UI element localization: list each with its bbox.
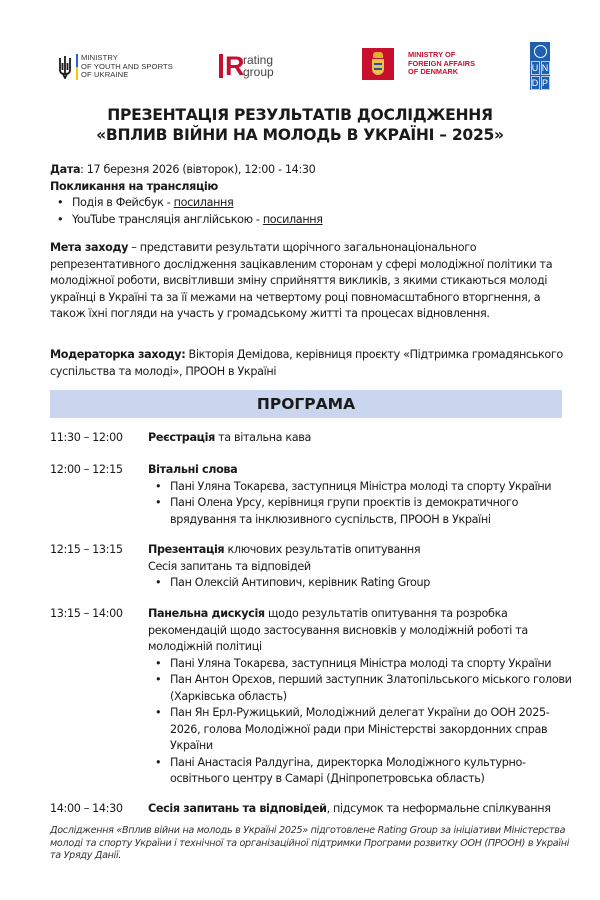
agenda-time: 12:00 – 12:15: [50, 463, 123, 476]
rating-bar: [219, 54, 223, 78]
goal-text: – представити результати щорічного загальнонаціонального репрезентативного дослідження зацікавленим сторонам у сфері молодіжної політики та молодіжної роботи, висвітливши зміну сприйняття викликів, з якими стикаються молоді українці в Україні та за її межами на четвертому році повномасштабного вторгнення, а також їхні погляди на участь у громадському житті та процесах відновлення.: [50, 241, 553, 320]
undp-letters: [531, 61, 550, 90]
list-item: [50, 195, 570, 212]
speaker-item: • Пані Анастасія Ралдугіна, директорка Молодіжного культурно-освітнього центру в Самарі (Дніпропетровська область): [148, 755, 575, 788]
moderator-label: Модераторка заходу:: [50, 348, 186, 361]
speaker-item: • Пан Ян Ерл-Ружицький, Молодіжний делегат України до ООН 2025-2026, голова Молодіжної ради при Міністерстві закордонних справ України: [148, 705, 575, 755]
agenda-item: [50, 542, 575, 592]
speaker-item: • Пан Олексій Антипович, керівник Rating Group: [148, 575, 575, 592]
agenda-text: щодо результатів опитування та розробка рекомендацій щодо застосування висновків у молодіжній роботі та молодіжній політиці: [148, 607, 528, 653]
speaker-item: • Пані Уляна Токарєва, заступниця Міністра молоді та спорту України: [148, 656, 575, 673]
stream-links: [50, 195, 570, 228]
title-line-1: ПРЕЗЕНТАЦІЯ РЕЗУЛЬТАТІВ ДОСЛІДЖЕННЯ: [107, 106, 493, 124]
speaker-list: [148, 575, 575, 592]
stream-heading: Покликання на трансляцію: [50, 179, 218, 193]
agenda-time: 14:00 – 14:30: [50, 802, 123, 815]
rating-r-glyph: R: [225, 51, 245, 81]
logo-line: OF UKRAINE: [81, 70, 129, 80]
crown-icon: [373, 52, 383, 58]
goal-label: Мета заходу: [50, 241, 129, 254]
agenda-title: Сесія запитань та відповідей: [148, 802, 327, 815]
page-title: [0, 105, 600, 145]
speaker-item: • Пані Олена Урсу, керівниця групи проєктів із демократичного врядування та інклюзивного суспільств, ПРООН в Україні: [148, 495, 575, 528]
undp-letter: D: [531, 78, 539, 88]
event-info: [50, 162, 570, 228]
denmark-mfa-logo: [362, 48, 475, 80]
date-value: : 17 березня 2026 (вівторок), 12:00 - 14:30: [80, 163, 316, 176]
undp-letter: N: [541, 63, 549, 73]
logo-line: rating: [243, 53, 274, 67]
agenda-title: Презентація: [148, 543, 225, 556]
moderator-text: Вікторія Демідова, керівниця проєкту «Підтримка громадянського суспільства та молоді», ПРООН в Україні: [50, 348, 563, 378]
logo-line: OF DENMARK: [408, 67, 459, 77]
list-item: [50, 212, 570, 229]
rating-r-mark: [219, 51, 245, 81]
agenda-subtitle: Сесія запитань та відповідей: [148, 559, 311, 573]
ministry-youth-name: [81, 54, 173, 80]
agenda-time: 13:15 – 14:00: [50, 607, 123, 620]
agenda-text: , підсумок та неформальне спілкування: [326, 802, 551, 815]
logo-line: MINISTRY: [81, 52, 118, 62]
undp-letter: P: [541, 78, 548, 88]
footnote: Дослідження «Вплив війни на молодь в Україні 2025» підготовлене Rating Group за ініціативи Міністерства молоді та спорту України і технічної та організаційної підтримки Програми розвитку ООН (ПРООН) в Україні та Уряду Данії.: [50, 825, 570, 862]
moderator: [50, 347, 570, 380]
date-label: Дата: [50, 163, 81, 176]
event-goal: [50, 240, 570, 323]
facebook-link[interactable]: посилання: [173, 196, 234, 209]
agenda-title: Вітальні слова: [148, 463, 238, 476]
flag-bar: [76, 54, 78, 80]
agenda-time: 11:30 – 12:00: [50, 431, 123, 444]
shield-icon: [372, 59, 384, 75]
agenda-title: Панельна дискусія: [148, 607, 265, 620]
rating-group-logo: [219, 52, 274, 80]
danish-crest-icon: [362, 48, 394, 80]
ministry-youth-logo: [58, 54, 173, 80]
logo-line: OF YOUTH AND SPORTS: [81, 61, 173, 71]
logo-line: group: [243, 65, 274, 79]
link-description: Подія в Фейсбук -: [72, 196, 174, 209]
date-line: [50, 162, 570, 179]
denmark-mfa-name: [408, 51, 475, 77]
un-emblem-icon: [534, 45, 547, 58]
link-description: YouTube трансляція англійською -: [72, 212, 263, 226]
logo-line: MINISTRY OF: [408, 50, 456, 60]
agenda-time: 12:15 – 13:15: [50, 543, 123, 556]
speaker-item: • Пані Уляна Токарєва, заступниця Міністра молоді та спорту України: [148, 479, 575, 496]
partner-logos: [0, 40, 600, 92]
logo-line: FOREIGN AFFAIRS: [408, 58, 476, 68]
agenda-item: [50, 606, 575, 788]
trident-icon: [58, 55, 72, 79]
speaker-list: [148, 656, 575, 788]
program-heading: ПРОГРАМА: [50, 390, 562, 418]
agenda-item: [50, 430, 575, 447]
undp-letter: U: [531, 63, 539, 73]
speaker-item: • Пан Антон Орєхов, перший заступник Златопільського міського голови (Харківська область): [148, 672, 575, 705]
agenda-title: Реєстрація: [148, 431, 215, 444]
undp-logo: [530, 42, 550, 90]
rating-group-name: [243, 54, 274, 78]
title-line-2: «ВПЛИВ ВІЙНИ НА МОЛОДЬ В УКРАЇНІ – 2025»: [96, 126, 504, 144]
agenda-text: та вітальна кава: [214, 431, 312, 444]
agenda-text: ключових результатів опитування: [224, 543, 421, 556]
youtube-link[interactable]: посилання: [262, 212, 323, 226]
agenda-item: [50, 801, 575, 818]
agenda-item: [50, 462, 575, 528]
speaker-list: [148, 479, 575, 529]
